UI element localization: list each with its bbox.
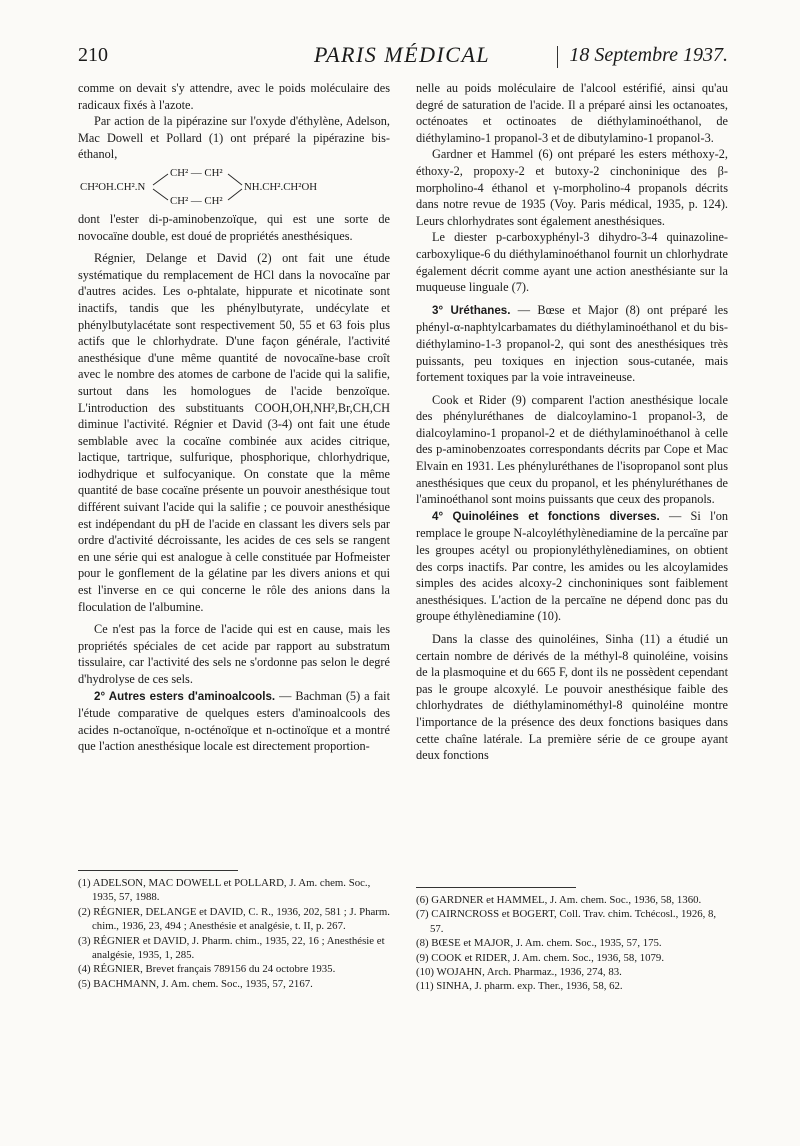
- paragraph: Par action de la pipérazine sur l'oxyde d'éthylène, Adelson, Mac Dowell et Pollard (1) ont préparé la pipérazine bis-éthanol,: [78, 114, 390, 162]
- footnote: (6) GARDNER et HAMMEL, J. Am. chem. Soc., 1936, 58, 1360.: [416, 894, 702, 906]
- formula-top: CH² — CH²: [170, 166, 223, 179]
- paragraph-text: — Si l'on remplace le groupe N-alcoyléthylènediamine de la percaïne par les groupes acétyl ou propionyléthylènediamines, on obtient des corps inactifs. Par contre, les amides ou les alcoylamides simples des acides alcoxy-2 cinchoniniques sont faiblement anesthésiques. L'action de la percaïne ne dépend donc pas du groupe éthylènediamine (10).: [416, 508, 728, 624]
- paragraph: Le diester p-carboxyphényl-3 dihydro-3-4 quinazoline-carboxylique-6 du diéthylaminoéthanol fournit un chlorhydrate également décrit comme ayant une action anesthésiante sur la muqueuse linguale (7).: [416, 230, 728, 295]
- paragraph: nelle au poids moléculaire de l'alcool estérifié, ainsi qu'au degré de saturation de l'acide. Il a préparé ainsi les octanoates, octénoates et octinoates de diéthylaminoéthanol, de diéthylamino-1 propanol-3 et de dibutylamino-1 propanol-3.: [416, 81, 728, 145]
- right-column: [416, 80, 728, 764]
- journal-title: PARIS MÉDICAL: [314, 42, 491, 67]
- footnote: (5) BACHMANN, J. Am. chem. Soc., 1935, 57, 2167.: [78, 977, 313, 990]
- issue-date: 18 Septembre 1937.: [569, 44, 728, 66]
- footnote-rule: [78, 870, 238, 871]
- paragraph-text: — Bachman (5) a fait l'étude comparative de quelques esters d'aminoalcools des acides n-octanoïque, n-octénoïque et n-octinoïque et a montré que l'action anesthésique locale est directement proportion-: [78, 688, 391, 754]
- section-heading: 3° Uréthanes.: [432, 303, 511, 317]
- paragraph-text: — Bœse et Major (8) ont préparé les phényl-α-naphtylcarbamates du diéthylaminoéthanol et du bis-diéthylamino-1-3 propanol-2, qui sont des anesthésiques très puissants, peu toxiques en injection sous-cutanée, mais fortement toxiques par la voie intraveineuse.: [416, 302, 729, 385]
- footnote: (4) RÉGNIER, Brevet français 789156 du 24 octobre 1935.: [78, 963, 336, 976]
- paragraph: dont l'ester di-p-aminobenzoïque, qui est une sorte de novocaïne double, est doué de propriétés anesthésiques.: [78, 211, 390, 243]
- left-column: [78, 80, 390, 755]
- footnote: (10) WOJAHN, Arch. Pharmaz., 1936, 274, 83.: [416, 966, 622, 979]
- paragraph: Régnier, Delange et David (2) ont fait une étude systématique du remplacement de HCl dans la novocaïne par d'autres acides. Les o-phtalate, hippurate et nicotinate sont inactifs, tandis que les phénylbutyrate, undécylate et phénylbutylacétate sont respectivement 50, 55 et 63 fois plus actifs que le chlorhydrate. D'une façon générale, l'activité anesthésique d'une même quantité de novocaïne-base croît avec le nombre des atomes de carbone de l'acide qui la salifie, surtout dans les homologues de l'acide benzoïque. L'introduction des substituants COOH,OH,NH²,Br,CH,CH diminue l'activité. Régnier et David (3-4) ont fait une étude semblable avec la cocaïne combinée aux acides citrique, lactique, tartrique, sulfurique, phosphorique, chlorhydrique, iodhydrique et sulfocyanique. On constate que la même quantité de base cocaïne présente un pouvoir anesthésique tout différent suivant l'acide qui la salifie ; ce pouvoir anesthésique est indépendant du pH de l'acide en classant les divers sels par ordre d'activité décroissante, les acides de ces sels se rangent en une série qui est analogue à celle constituée par Hofmeister pour le gonflement de la gélatine par les divers anions et qui est l'inverse en ce qui concerne le rôle des anions dans la floculation de l'albumine.: [78, 251, 390, 614]
- footnotes-right: [416, 893, 728, 994]
- paragraph: Ce n'est pas la force de l'acide qui est en cause, mais les propriétés spéciales de cet acide par rapport au substratum tissulaire, car l'activité des sels ne s'ordonne pas selon le degré d'hydrolyse de ces sels.: [78, 622, 390, 686]
- paragraph: [416, 508, 728, 625]
- chemical-formula: [78, 165, 390, 209]
- footnote: (2) RÉGNIER, DELANGE et DAVID, C. R., 1936, 202, 581 ; J. Pharm. chim., 1936, 23, 494 ; Anesthésie et analgésie, t. II, p. 267.: [78, 905, 390, 933]
- page-number: 210: [78, 44, 108, 66]
- paragraph: comme on devait s'y attendre, avec le poids moléculaire des radicaux fixés à l'azote.: [78, 81, 390, 112]
- footnote: (8) BŒSE et MAJOR, J. Am. chem. Soc., 1935, 57, 175.: [416, 937, 662, 950]
- page-header: [78, 44, 728, 74]
- footnote: (11) SINHA, J. pharm. exp. Ther., 1936, 58, 62.: [416, 980, 623, 993]
- formula-bottom: CH² — CH²: [170, 194, 223, 207]
- footnote: (9) COOK et RIDER, J. Am. chem. Soc., 1936, 58, 1079.: [416, 951, 665, 964]
- paragraph: Dans la classe des quinoléines, Sinha (11) a étudié un certain nombre de dérivés de la méthyl-8 quinoléine, voisins de la plasmoquine et du 665 F, dont ils ne possèdent cependant pas le groupe alcoxylé. Le pouvoir anesthésique faible des chlorhydrates de diéthylaminométhyl-8 quinoléine montre l'importance de la présence des deux fonctions basiques dans cette chaîne latérale. La première série de ce groupe ayant deux fonctions: [416, 632, 728, 763]
- footnote: (1) ADELSON, MAC DOWELL et POLLARD, J. Am. chem. Soc., 1935, 57, 1988.: [78, 877, 371, 904]
- paragraph: [78, 688, 390, 755]
- section-heading: 4° Quinoléines et fonctions diverses.: [432, 509, 660, 523]
- formula-right-group: NH.CH².CH²OH: [244, 180, 318, 193]
- paragraph: Cook et Rider (9) comparent l'action anesthésique locale des phényluréthanes de dialcoylamino-1 propanol-3, de dialcoylamino-1 propanol-2 et de diéthylaminoéthanol à celle des p-aminobenzoates correspondants décrits par Cope et Mac Elvain en 1931. Les phényluréthanes de l'isopropanol sont plus anesthésiques que ceux du propanol, et les phényluréthanes de l'aminoéthanol sont moins puissants que ceux des propanols.: [416, 392, 728, 507]
- paragraph: [416, 302, 728, 386]
- formula-left-group: CH²OH.CH².N: [80, 180, 146, 193]
- footnote: (7) CAIRNCROSS et BOGERT, Coll. Trav. chim. Tchécosl., 1926, 8, 57.: [416, 908, 717, 935]
- footnote-rule: [416, 887, 576, 888]
- section-heading: 2° Autres esters d'aminoalcools.: [94, 689, 276, 703]
- footnote: (3) RÉGNIER et DAVID, J. Pharm. chim., 1935, 22, 16 ; Anesthésie et analgésie, 1935, 1, 285.: [78, 934, 385, 962]
- paragraph: Gardner et Hammel (6) ont préparé les esters méthoxy-2, éthoxy-2, propoxy-2 et butoxy-2 cinchoninique des β-morpholino-4 éthanol et γ-morpholino-4 propanols décrits dans notre revue de 1935 (Voy. Paris médical, 1935, p. 124). Leurs chlorhydrates sont également anesthésiques.: [416, 147, 728, 228]
- footnotes-left: [78, 876, 390, 991]
